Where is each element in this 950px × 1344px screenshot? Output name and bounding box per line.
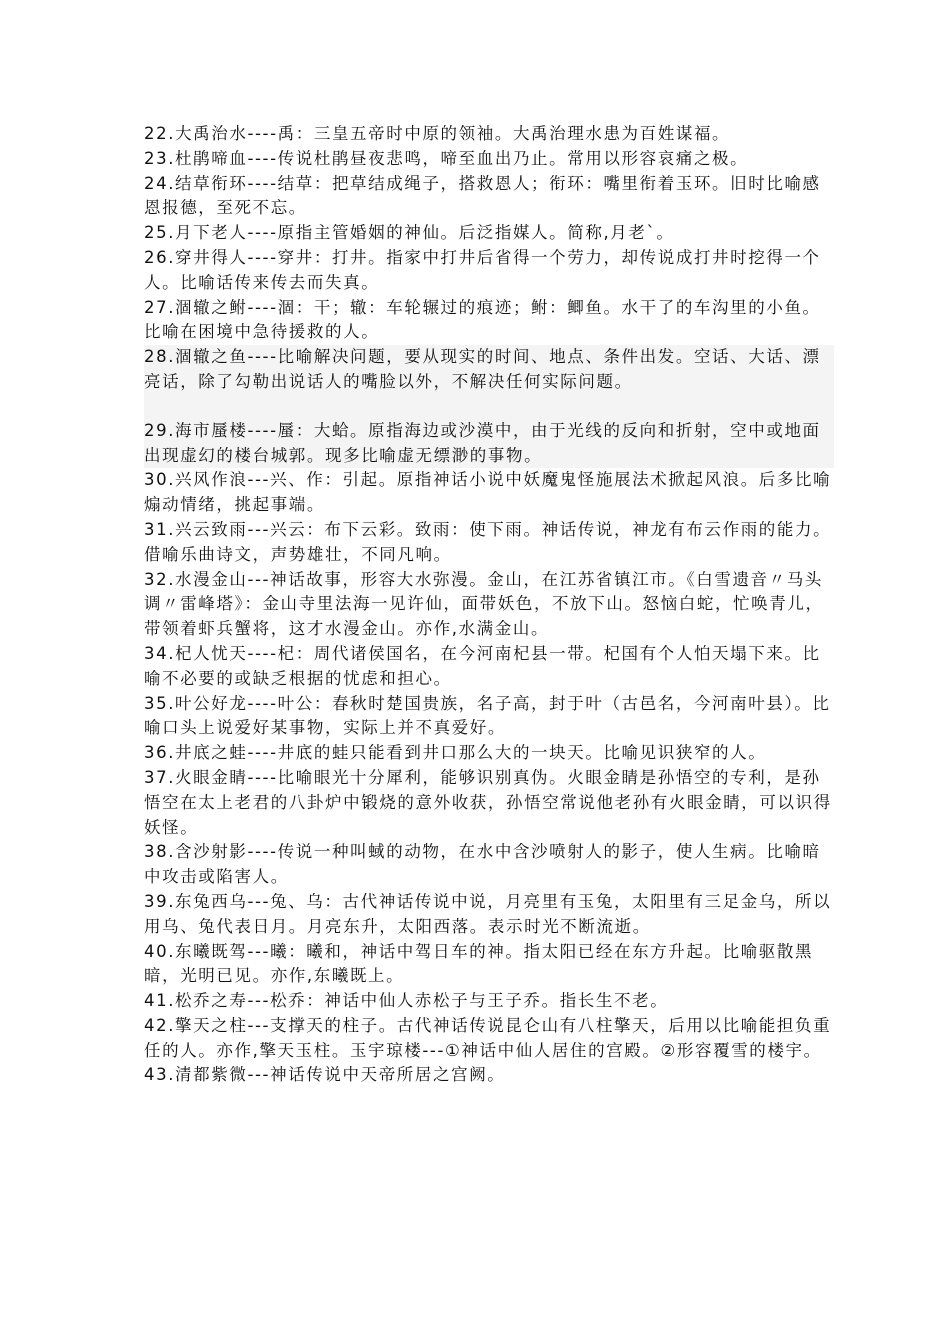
entry-23: 23.杜鹃啼血----传说杜鹃昼夜悲鸣，啼至血出乃止。常用以形容哀痛之极。 [144, 148, 749, 168]
entry-37: 37.火眼金睛----比喻眼光十分犀利，能够识别真伪。火眼金睛是孙悟空的专利，是孙悟空在太上老君的八卦炉中锻烧的意外收获，孙悟空常说他老孙有火眼金睛，可以识得妖怪。 [144, 767, 832, 837]
entry-24: 24.结草衔环----结草：把草结成绳子，搭救恩人；衔环：嘴里衔着玉环。旧时比喻感恩报德，至死不忘。 [144, 173, 821, 218]
entry-38: 38.含沙射影----传说一种叫蜮的动物，在水中含沙喷射人的影子，使人生病。比喻暗中攻击或陷害人。 [144, 842, 821, 887]
entry-35: 35.叶公好龙----叶公：春秋时楚国贵族，名子高，封于叶（古邑名，今河南叶县）。比喻口头上说爱好某事物，实际上并不真爱好。 [144, 693, 831, 738]
entry-43: 43.清都紫微---神话传说中天帝所居之宫阙。 [144, 1065, 506, 1085]
entry-26: 26.穿井得人----穿井：打井。指家中打井后省得一个劳力，却传说成打井时挖得一个人。比喻话传来传去而失真。 [144, 247, 821, 292]
entry-29: 29.海市蜃楼----蜃：大蛤。原指海边或沙漠中，由于光线的反向和折射，空中或地面出现虚幻的楼台城郭。现多比喻虚无缥渺的事物。 [144, 419, 834, 469]
entry-41: 41.松乔之寿---松乔：神话中仙人赤松子与王子乔。指长生不老。 [144, 991, 669, 1011]
entry-30: 30.兴风作浪---兴、作：引起。原指神话小说中妖魔鬼怪施展法术掀起风浪。后多比喻煽动情绪，挑起事端。 [144, 470, 832, 515]
entry-28: 28.涸辙之鱼----比喻解决问题，要从现实的时间、地点、条件出发。空话、大话、漂亮话，除了勾勒出说话人的嘴脸以外，不解决任何实际问题。 [144, 345, 834, 395]
entry-27: 27.涸辙之鲋----涸：干；辙：车轮辗过的痕迹；鲋：鲫鱼。水干了的车沟里的小鱼。比喻在困境中急待援救的人。 [144, 297, 821, 342]
entry-22: 22.大禹治水----禹：三皇五帝时中原的领袖。大禹治理水患为百姓谋福。 [144, 124, 731, 143]
entry-42: 42.擎天之柱---支撑天的柱子。古代神话传说昆仑山有八柱擎天，后用以比喻能担负重任的人。亦作,擎天玉柱。玉宇琼楼---①神话中仙人居住的宫殿。②形容覆雪的楼宇。 [144, 1015, 832, 1060]
section-spacer [144, 395, 834, 419]
entry-40: 40.东曦既驾---曦：曦和，神话中驾日车的神。指太阳已经在东方升起。比喻驱散黑暗，光明已见。亦作,东曦既上。 [144, 941, 814, 986]
entry-32: 32.水漫金山---神话故事，形容大水弥漫。金山，在江苏省镇江市。《白雪遗音〃马头调〃雷峰塔》：金山寺里法海一见许仙，面带妖色，不放下山。怒恼白蛇，忙唤青儿，带领着虾兵蟹将，这才水漫金山。亦作,水满金山。 [144, 569, 824, 639]
entry-34: 34.杞人忧天----杞：周代诸侯国名，在今河南杞县一带。杞国有个人怕天塌下来。比喻不必要的或缺乏根据的忧虑和担心。 [144, 643, 821, 688]
entry-39: 39.东兔西乌---兔、乌：古代神话传说中说，月亮里有玉兔，太阳里有三足金乌，所以用乌、兔代表日月。月亮东升，太阳西落。表示时光不断流逝。 [144, 891, 832, 936]
entry-31: 31.兴云致雨---兴云：布下云彩。致雨：使下雨。神话传说，神龙有布云作雨的能力。借喻乐曲诗文，声势雄壮，不同凡响。 [144, 519, 832, 564]
entry-36: 36.井底之蛙----井底的蛙只能看到井口那么大的一块天。比喻见识狭窄的人。 [144, 743, 767, 763]
document-body [144, 122, 834, 1088]
entry-25: 25.月下老人----原指主管婚姻的神仙。后泛指媒人。简称,月老`。 [144, 223, 675, 243]
